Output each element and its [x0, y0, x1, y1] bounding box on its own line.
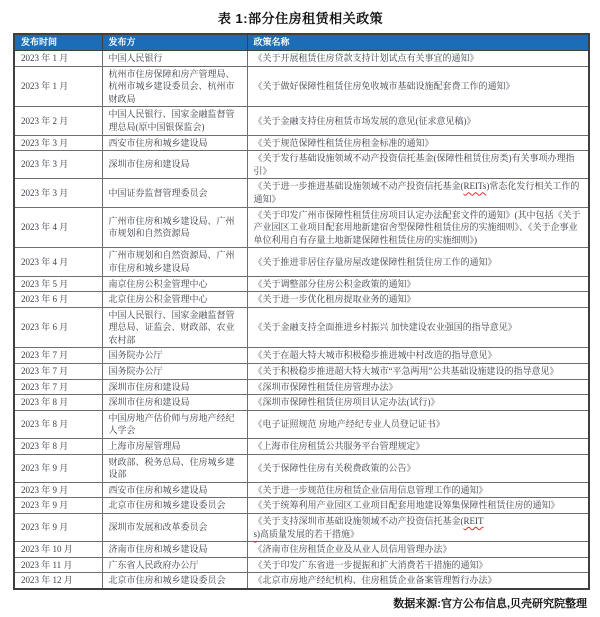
policy-cell: 《关于调整部分住房公积金政策的通知》 — [247, 276, 589, 292]
table-row — [14, 207, 589, 248]
publisher-cell: 北京市住房和城乡建设委员会 — [102, 573, 247, 589]
table-row — [14, 135, 589, 151]
publisher-cell: 北京市住房和城乡建设委员会 — [102, 498, 247, 514]
policy-cell: 《关于金融支持全面推进乡村振兴 加快建设农业强国的指导意见》 — [247, 307, 589, 348]
publisher-cell: 西安市住房和城乡建设局 — [102, 135, 247, 151]
publisher-cell: 南京住房公积金管理中心 — [102, 276, 247, 292]
reits-spellcheck-underline: REITs — [253, 516, 484, 539]
table-row — [14, 410, 589, 438]
policy-cell: 《关于推进非居住存量房屋改建保障性租赁住房工作的通知》 — [247, 248, 589, 276]
table-row — [14, 276, 589, 292]
policy-cell: 《关于进一步优化租房提取业务的通知》 — [247, 292, 589, 308]
date-cell: 2023 年 9 月 — [14, 454, 102, 482]
header-publisher: 发布方 — [102, 34, 247, 51]
table-row — [14, 292, 589, 308]
publisher-cell: 西安市住房和城乡建设局 — [102, 482, 247, 498]
publisher-cell: 国务院办公厅 — [102, 364, 247, 380]
publisher-cell: 国务院办公厅 — [102, 348, 247, 364]
publisher-cell: 深圳市住房和建设局 — [102, 395, 247, 411]
date-cell: 2023 年 3 月 — [14, 135, 102, 151]
policy-cell: 《关于印发广州市保障性租赁住房项目认定办法配套文件的通知》(其中包括《关于产业园区工业项目配套用地新建宿舍型保障性租赁住房的实施细则》、《关于企事业单位利用自有存量土地新建保障性租赁住房的实施细则》) — [247, 207, 589, 248]
reits-spellcheck-underline: REITs — [463, 181, 487, 192]
publisher-cell: 中国人民银行、国家金融监督管理总局、证监会、财政部、农业农村部 — [102, 307, 247, 348]
date-cell: 2023 年 2 月 — [14, 107, 102, 135]
publisher-cell: 中国人民银行、国家金融监督管理总局(原中国银保监会) — [102, 107, 247, 135]
date-cell: 2023 年 6 月 — [14, 307, 102, 348]
policy-cell: 《关于印发广东省进一步提振和扩大消费若干措施的通知》 — [247, 557, 589, 573]
date-cell: 2023 年 7 月 — [14, 348, 102, 364]
policy-cell: 《济南市住房租赁企业及从业人员信用管理办法》 — [247, 542, 589, 558]
header-policy-name: 政策名称 — [247, 34, 589, 51]
publisher-cell: 广州市规划和自然资源局、广州市住房和城乡建设局 — [102, 248, 247, 276]
date-cell: 2023 年 9 月 — [14, 514, 102, 542]
policy-cell: 《关于积极稳步推进超大特大城市“平急两用”公共基础设施建设的指导意见》 — [247, 364, 589, 380]
date-cell: 2023 年 4 月 — [14, 248, 102, 276]
date-cell: 2023 年 8 月 — [14, 395, 102, 411]
date-cell: 2023 年 10 月 — [14, 542, 102, 558]
policy-cell: 《深圳市保障性租赁住房管理办法》 — [247, 379, 589, 395]
policy-cell: 《关于保障性住房有关税费政策的公告》 — [247, 454, 589, 482]
policy-cell: 《关于规范保障性租赁住房租金标准的通知》 — [247, 135, 589, 151]
publisher-cell: 广东省人民政府办公厅 — [102, 557, 247, 573]
policy-cell: 《电子证照规范 房地产经纪专业人员登记证书》 — [247, 410, 589, 438]
date-cell: 2023 年 4 月 — [14, 207, 102, 248]
table-row — [14, 107, 589, 135]
header-row — [14, 34, 589, 51]
policy-cell: 《关于统筹利用产业园区工业项目配套用地建设筹集保障性租赁住房的通知》 — [247, 498, 589, 514]
data-source-note: 数据来源:官方公布信息,贝壳研究院整理 — [393, 597, 587, 610]
date-cell: 2023 年 7 月 — [14, 364, 102, 380]
date-cell: 2023 年 3 月 — [14, 179, 102, 207]
policy-cell: 《关于进一步规范住房租赁企业信用信息管理工作的通知》 — [247, 482, 589, 498]
policy-cell: 《深圳市保障性租赁住房项目认定办法(试行)》 — [247, 395, 589, 411]
publisher-cell: 杭州市住房保障和房产管理局、杭州市城乡建设委员会、杭州市财政局 — [102, 66, 247, 107]
policy-cell: 《关于在超大特大城市积极稳步推进城中村改造的指导意见》 — [247, 348, 589, 364]
table-row — [14, 379, 589, 395]
policy-cell: 《关于金融支持住房租赁市场发展的意见(征求意见稿)》 — [247, 107, 589, 135]
table-row — [14, 454, 589, 482]
date-cell: 2023 年 3 月 — [14, 151, 102, 179]
policy-cell: 《上海市住房租赁公共服务平台管理规定》 — [247, 439, 589, 455]
table-row — [14, 348, 589, 364]
publisher-cell: 深圳市住房和建设局 — [102, 151, 247, 179]
date-cell: 2023 年 9 月 — [14, 482, 102, 498]
policy-cell: 《关于支持深圳市基础设施领域不动产投资信托基金(REITs)高质量发展的若干措施》 — [247, 514, 589, 542]
table-row — [14, 66, 589, 107]
publisher-cell: 济南市住房和城乡建设局 — [102, 542, 247, 558]
header-publish-date: 发布时间 — [14, 34, 102, 51]
publisher-cell: 中国人民银行 — [102, 51, 247, 67]
publisher-cell: 广州市住房和城乡建设局、广州市规划和自然资源局 — [102, 207, 247, 248]
date-cell: 2023 年 8 月 — [14, 410, 102, 438]
table-row — [14, 248, 589, 276]
table-row — [14, 573, 589, 589]
table-title: 表 1:部分住房租赁相关政策 — [217, 11, 384, 26]
policy-table-body — [14, 51, 589, 589]
table-row — [14, 179, 589, 207]
table-row — [14, 514, 589, 542]
date-cell: 2023 年 6 月 — [14, 292, 102, 308]
date-cell: 2023 年 5 月 — [14, 276, 102, 292]
date-cell: 2023 年 1 月 — [14, 51, 102, 67]
policy-cell: 《关于进一步推进基础设施领域不动产投资信托基金(REITs)常态化发行相关工作的通知》 — [247, 179, 589, 207]
policy-cell: 《关于做好保障性租赁住房免收城市基础设施配套费工作的通知》 — [247, 66, 589, 107]
date-cell: 2023 年 12 月 — [14, 573, 102, 589]
date-cell: 2023 年 9 月 — [14, 498, 102, 514]
table-row — [14, 364, 589, 380]
date-cell: 2023 年 1 月 — [14, 66, 102, 107]
publisher-cell: 北京住房公积金管理中心 — [102, 292, 247, 308]
publisher-cell: 中国房地产估价师与房地产经纪人学会 — [102, 410, 247, 438]
table-row — [14, 498, 589, 514]
table-row — [14, 482, 589, 498]
publisher-cell: 财政部、税务总局、住房城乡建设部 — [102, 454, 247, 482]
publisher-cell: 深圳市发展和改革委员会 — [102, 514, 247, 542]
policy-table — [13, 33, 590, 590]
table-row — [14, 307, 589, 348]
table-row — [14, 395, 589, 411]
table-row — [14, 151, 589, 179]
table-row — [14, 557, 589, 573]
table-row — [14, 439, 589, 455]
date-cell: 2023 年 8 月 — [14, 439, 102, 455]
policy-cell: 《关于开展租赁住房贷款支持计划试点有关事宜的通知》 — [247, 51, 589, 67]
table-row — [14, 51, 589, 67]
policy-table-header — [14, 34, 589, 51]
date-cell: 2023 年 7 月 — [14, 379, 102, 395]
publisher-cell: 上海市房屋管理局 — [102, 439, 247, 455]
date-cell: 2023 年 11 月 — [14, 557, 102, 573]
table-row — [14, 542, 589, 558]
policy-cell: 《关于发行基础设施领域不动产投资信托基金(保障性租赁住房类)有关事项办理指引》 — [247, 151, 589, 179]
publisher-cell: 中国证券监督管理委员会 — [102, 179, 247, 207]
publisher-cell: 深圳市住房和建设局 — [102, 379, 247, 395]
policy-cell: 《北京市房地产经纪机构、住房租赁企业备案管理暂行办法》 — [247, 573, 589, 589]
